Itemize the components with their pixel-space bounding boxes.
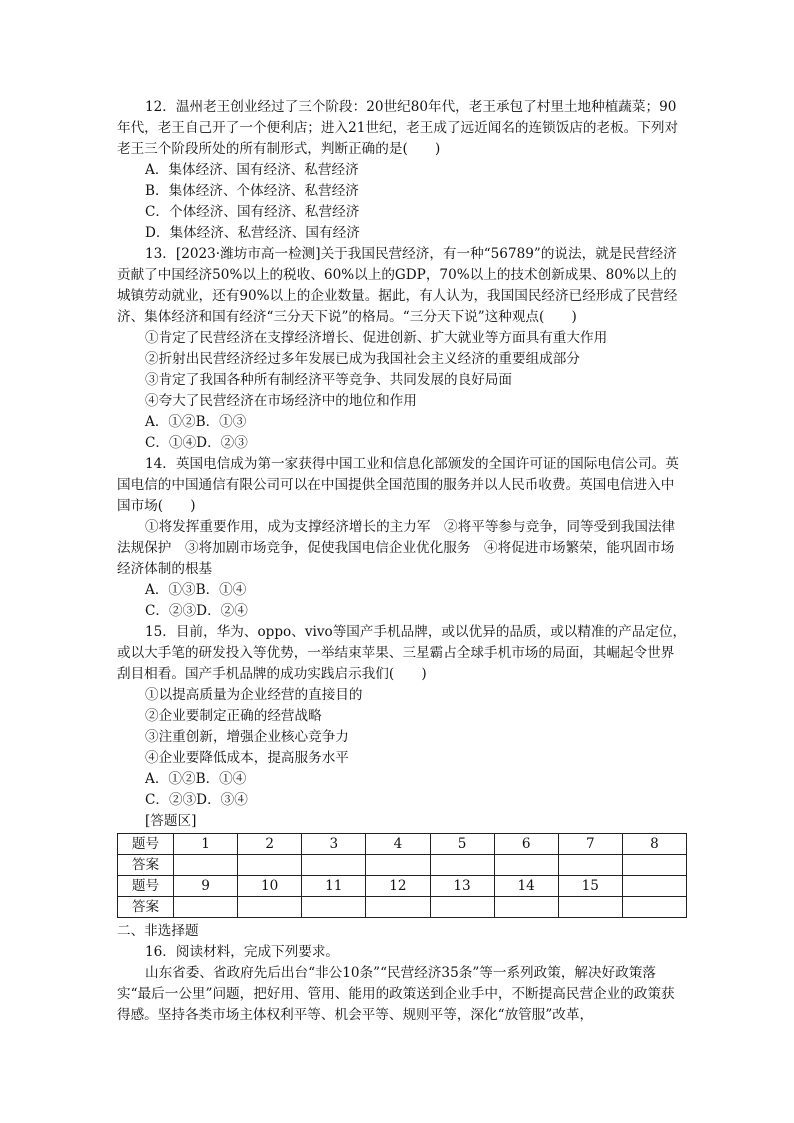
- answer-cell[interactable]: [174, 855, 238, 876]
- question-number-cell: 4: [366, 834, 430, 855]
- question-15-stem: 15．目前，华为、oppo、vivo等国产手机品牌，或以优异的品质，或以精准的产品定位，或以大手笔的研发投入等优势，一举结束苹果、三星霸占全球手机市场的局面，其崛起令世界刮目相看。国产手机品牌的成功实践启示我们( ): [117, 624, 687, 682]
- document-page: [117, 93, 687, 1026]
- answer-cell[interactable]: [622, 855, 686, 876]
- question-number-cell: 8: [622, 834, 686, 855]
- question-15-options-cd: C．②③D．③④: [145, 792, 248, 808]
- question-number-cell: 6: [494, 834, 558, 855]
- question-12: [117, 97, 687, 244]
- answer-cell[interactable]: [558, 855, 622, 876]
- question-number-cell: 11: [302, 876, 366, 897]
- question-number-cell: 14: [494, 876, 558, 897]
- answer-cell[interactable]: [174, 897, 238, 918]
- answer-cell[interactable]: [302, 855, 366, 876]
- question-13-options-ab: A．①②B．①③: [145, 414, 247, 430]
- question-number-cell: 5: [430, 834, 494, 855]
- question-13-item-1: ①肯定了民营经济在支撑经济增长、促进创新、扩大就业等方面具有重大作用: [145, 330, 608, 346]
- question-12-option-b: B．集体经济、个体经济、私营经济: [145, 183, 359, 199]
- question-13-options-cd: C．①④D．②③: [145, 435, 248, 451]
- answer-cell[interactable]: [622, 897, 686, 918]
- question-number-cell: 3: [302, 834, 366, 855]
- answer-cell[interactable]: [238, 897, 302, 918]
- answer-cell[interactable]: [430, 855, 494, 876]
- section-non-choice: [117, 921, 687, 1026]
- question-13: [117, 244, 687, 454]
- answer-table-answer-row-2: [118, 897, 687, 918]
- answer-cell[interactable]: [366, 897, 430, 918]
- number-header: 题号: [118, 834, 174, 855]
- answer-cell[interactable]: [494, 897, 558, 918]
- answer-cell[interactable]: [558, 897, 622, 918]
- answer-table: [117, 833, 687, 918]
- question-13-item-3: ③肯定了我国各种所有制经济平等竞争、共同发展的良好局面: [145, 372, 513, 388]
- question-15-item-2: ②企业要制定正确的经营战略: [145, 708, 322, 724]
- question-16-material: 山东省委、省政府先后出台“非公10条”“民营经济35条”等一系列政策，解决好政策落实“最后一公里”问题，把好用、管用、能用的政策送到企业手中，不断提高民营企业的政策获得感。坚持各类市场主体权利平等、机会平等、规则平等，深化“放管服”改革，: [117, 965, 675, 1023]
- question-12-option-d: D．集体经济、私营经济、国有经济: [145, 225, 360, 241]
- answer-cell[interactable]: [366, 855, 430, 876]
- question-15-item-3: ③注重创新，增强企业核心竞争力: [145, 729, 349, 745]
- answer-cell[interactable]: [238, 855, 302, 876]
- question-number-cell: 2: [238, 834, 302, 855]
- question-16-stem: 16．阅读材料，完成下列要求。: [145, 944, 340, 960]
- question-number-cell: 12: [366, 876, 430, 897]
- question-14: [117, 454, 687, 622]
- answer-header: 答案: [118, 855, 174, 876]
- question-13-stem: 13．[2023·潍坊市高一检测]关于我国民营经济，有一种“56789”的说法，就是民营经济贡献了中国经济50%以上的税收、60%以上的GDP，70%以上的技术创新成果、80%以上的城镇劳动就业，还有90%以上的企业数量。据此，有人认为，我国国民经济已经形成了民营经济、集体经济和国有经济“三分天下说”的格局。“三分天下说”这种观点( ): [117, 246, 678, 325]
- question-number-cell: 9: [174, 876, 238, 897]
- question-15-options-ab: A．①②B．①④: [145, 771, 247, 787]
- question-12-stem: 12．温州老王创业经过了三个阶段：20世纪80年代，老王承包了村里土地种植蔬菜；90年代，老王自己开了一个便利店；进入21世纪，老王成了远近闻名的连锁饭店的老板。下列对老王三个阶段所处的所有制形式，判断正确的是( ): [117, 99, 679, 157]
- answer-table-answer-row-1: [118, 855, 687, 876]
- question-number-cell: [622, 876, 686, 897]
- answer-table-number-row-1: [118, 834, 687, 855]
- answer-area-label: [答题区]: [145, 813, 197, 829]
- question-number-cell: 7: [558, 834, 622, 855]
- answer-cell[interactable]: [494, 855, 558, 876]
- section-title: 二、非选择题: [117, 923, 199, 939]
- question-number-cell: 10: [238, 876, 302, 897]
- question-14-items: ①将发挥重要作用，成为支撑经济增长的主力军 ②将平等参与竞争，同等受到我国法律法规保护 ③将加剧市场竞争，促使我国电信企业优化服务 ④将促进市场繁荣，能巩固市场经济体制的根基: [117, 519, 676, 577]
- question-13-item-2: ②折射出民营经济经过多年发展已成为我国社会主义经济的重要组成部分: [145, 351, 580, 367]
- question-number-cell: 15: [558, 876, 622, 897]
- answer-cell[interactable]: [430, 897, 494, 918]
- answer-table-number-row-2: [118, 876, 687, 897]
- question-12-option-a: A．集体经济、国有经济、私营经济: [145, 162, 359, 178]
- number-header: 题号: [118, 876, 174, 897]
- question-number-cell: 13: [430, 876, 494, 897]
- question-14-options-ab: A．①③B．①④: [145, 582, 247, 598]
- question-13-item-4: ④夸大了民营经济在市场经济中的地位和作用: [145, 393, 417, 409]
- question-14-stem: 14．英国电信成为第一家获得中国工业和信息化部颁发的全国许可证的国际电信公司。英国电信的中国通信有限公司可以在中国提供全国范围的服务并以人民币收费。英国电信进入中国市场( ): [117, 456, 679, 514]
- answer-cell[interactable]: [302, 897, 366, 918]
- question-12-option-c: C．个体经济、国有经济、私营经济: [145, 204, 360, 220]
- question-15: [117, 622, 687, 811]
- question-14-options-cd: C．②③D．②④: [145, 603, 248, 619]
- answer-header: 答案: [118, 897, 174, 918]
- question-15-item-1: ①以提高质量为企业经营的直接目的: [145, 687, 363, 703]
- question-number-cell: 1: [174, 834, 238, 855]
- question-15-item-4: ④企业要降低成本，提高服务水平: [145, 750, 349, 766]
